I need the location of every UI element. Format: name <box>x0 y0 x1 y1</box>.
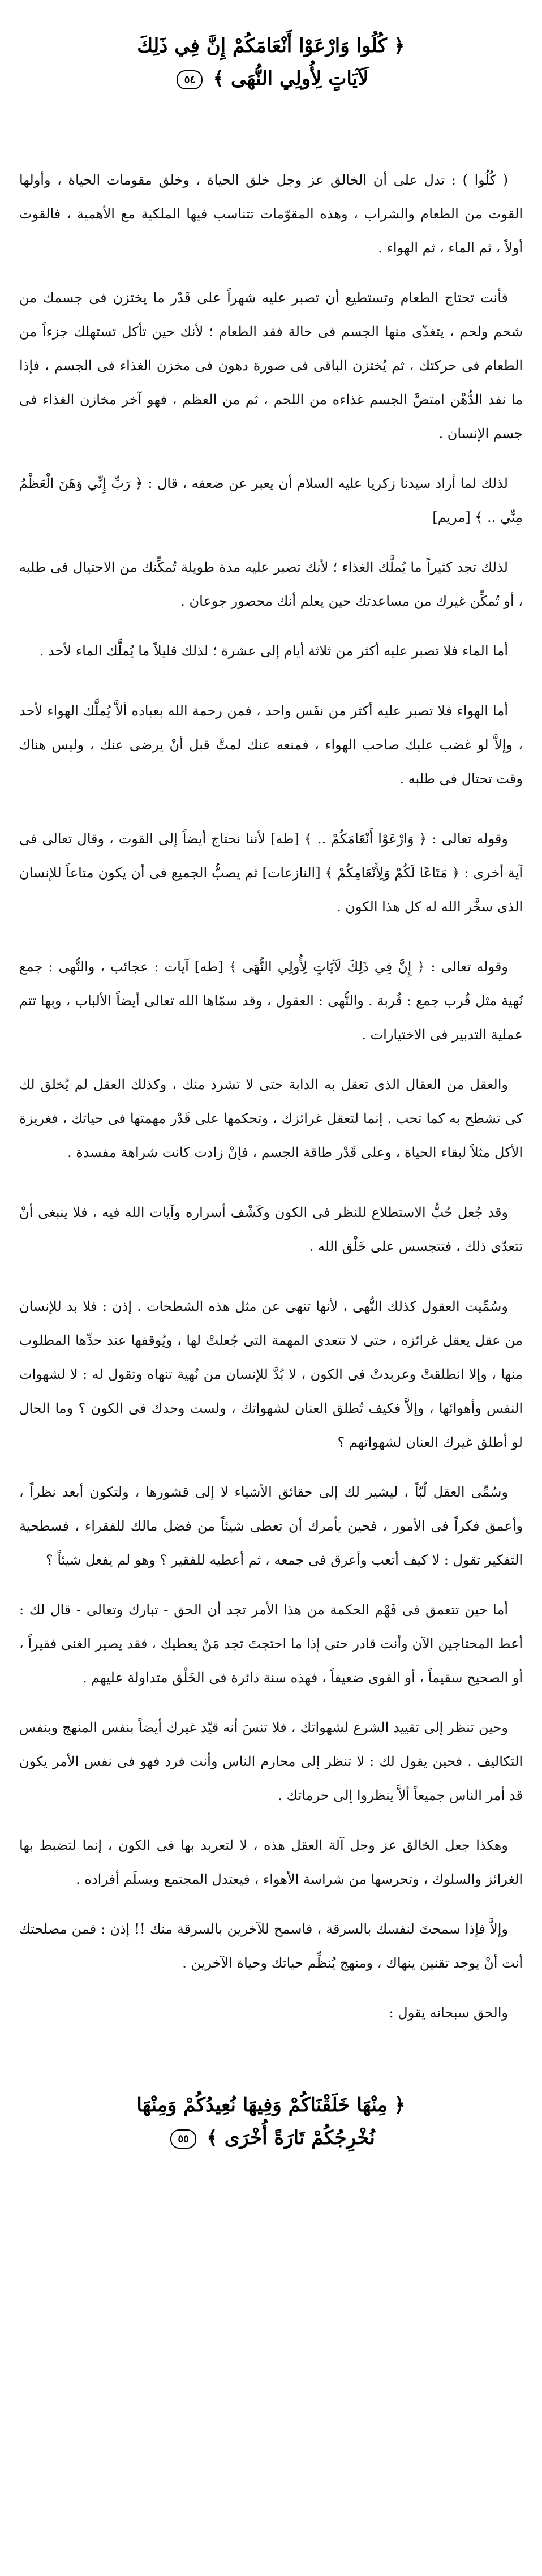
paragraph: فأنت تحتاج الطعام وتستطيع أن تصبر عليه شهراً على قَدْر ما يختزن فى جسمك من شحم ولحم ، يتغذّى منها الجسم فى حالة فقد الطعام ؛ لأنك حين تأكل تستهلك جزءاً من الطعام فى حركتك ، ثم يُختزن الباقى فى صورة دهون فى مخزن الغذاء فى الجسم ، فإذا ما نفد الدُّهْن امتصَّ الجسم غذاءه من اللحم ، ثم من العظم ، فهو آخر مخازن الغذاء فى جسم الإنسان . <box>19 290 523 442</box>
header-verse-number: ٥٤ <box>177 70 203 89</box>
footer-verse-line-2-wrap <box>42 2121 500 2154</box>
paragraph: لذلك تجد كثيراً ما يُملَّك الغذاء ؛ لأنك تصبر عليه مدة طويلة تُمكِّنك من الاحتيال فى طلبه ، أو تُمكِّن غيرك من مساعدتك حين يعلم أنك محصور جوعان . <box>19 559 523 609</box>
paragraph: وسُمِّى العقل لُبّاً ، ليشير لك إلى حقائق الأشياء لا إلى قشورها ، ولتكون أبعد نظراً ، وأعمق فكراً فى الأمور ، فحين يأمرك أن تعطى شيئاً من فضل مالك للفقراء ، فسطحية التفكير تقول : لا كيف أتعب وأعرق فى جمعه ، ثم أعطيه للفقير ؟ وهو لم يفعل شيئاً ؟ <box>19 1484 523 1568</box>
header-verse-line-2: لَآيَاتٍ لِأُولِي النُّهَى ﴾ <box>213 67 369 90</box>
paragraph: أما حين تتعمق فى فَهْم الحكمة من هذا الأمر تجد أن الحق - تبارك وتعالى - قال لك : أعط المحتاجين الآن وأنت قادر حتى إذا ما احتجتَ تجد مَنْ يعطيك ، فقد يصير الغنى فقيراً ، أو الصحيح سقيماً ، أو القوى ضعيفاً ، فهذه سنة دائرة فى الخَلْق متداولة عليهم . <box>19 1602 523 1686</box>
paragraph: وسُمِّيت العقول كذلك النُّهى ، لأنها تنهى عن مثل هذه الشطحات . إذن : فلا بد للإنسان من عقل يعقل غرائزه ، حتى لا تتعدى المهمة التى جُعلتْ لها ، ويُوقفها عند حدِّها المطلوب منها ، وإلا انطلقتْ وعربدتْ فى الكون ، لا بُدَّ للإنسان من نُهية تنهاه وتقول له : لا لشهوات النفس وأهوائها ، وإلاَّ فكيف تُطلق العنان لشهواتك ، ولست وحدك فى الكون ؟ وما الحال لو أطلق غيرك العنان لشهواتهم ؟ <box>19 1298 523 1450</box>
header-verse-line-2-wrap <box>42 62 500 95</box>
paragraph: لذلك لما أراد سيدنا زكريا عليه السلام أن يعبر عن ضعفه ، قال : ﴿ رَبِّ إِنِّي وَهَنَ الْعَظْمُ مِنِّي .. ﴾ [مريم] <box>19 475 523 525</box>
paragraph: والعقل من العقال الذى تعقل به الدابة حتى لا تشرد منك ، وكذلك العقل لم يُخلق لك كى تشطح به كما تحب . إنما لتعقل غرائزك ، وتحكمها على قَدْر مهمتها فى حياتك ، فغريزة الأكل مثلاً لبقاء الحياة ، وعلى قَدْر طاقة الجسم ، فإنْ زادت كانت شراهة مفسدة . <box>19 1077 523 1160</box>
paragraph: وقد جُعل حُبُّ الاستطلاع للنظر فى الكون وكَشْف أسراره وآيات الله فيه ، فلا ينبغى أنْ تتعدّى ذلك ، فتتجسس على خَلْق الله . <box>19 1205 523 1254</box>
paragraph: وهكذا جعل الخالق عز وجل آلة العقل هذه ، لا لتعربد بها فى الكون ، إنما لتضبط بها الغرائز والسلوك ، وتحرسها من شراسة الأهواء ، فيعتدل المجتمع ويسلَم أفراده . <box>19 1837 523 1887</box>
footer-verse-line-2: نُخْرِجُكُمْ تَارَةً أُخْرَى ﴾ <box>206 2127 375 2149</box>
paragraph: وقوله تعالى : ﴿ إِنَّ فِي ذَلِكَ لَآيَاتٍ لِأُولِي النُّهَى ﴾ [طه] آيات : عجائب ، والنُّهى : جمع نُهية مثل قُرب جمع : قُربة . والنُّهى : العقول ، وقد سمّاها الله تعالى أيضاً الألباب ، وبها تتم عملية التدبير فى الاختيارات . <box>19 959 523 1043</box>
paragraph: أما الهواء فلا تصبر عليه أكثر من نفَس واحد ، فمن رحمة الله بعباده ألاَّ يُملَّك الهواء لأحد ، وإلاَّ لو غضب عليك صاحب الهواء ، فمنعه عنك لمتَّ قبل أنْ يرضى عنك ، وليس هناك وقت تحتال فى طلبه . <box>19 703 523 787</box>
footer-verse-number: ٥٥ <box>170 2129 196 2149</box>
paragraph: أما الماء فلا تصبر عليه أكثر من ثلاثة أيام إلى عشرة ؛ لذلك قليلاً ما يُملَّك الماء لأحد . <box>39 643 508 659</box>
paragraph: والحق سبحانه يقول : <box>389 2005 508 2021</box>
footer-verse-banner <box>19 2069 523 2194</box>
paragraph: وإلاَّ فإذا سمحتَ لنفسك بالسرقة ، فاسمح للآخرين بالسرقة منك !! إذن : فمن مصلحتك أنت أنْ يوجد تقنين ينهاك ، ومنهج يُنظِّم حياتك وحياة الآخرين . <box>19 1921 523 1971</box>
footer-verse-line-1: ﴿ مِنْهَا خَلَقْنَاكُمْ وَفِيهَا نُعِيدُكُمْ وَمِنْهَا <box>136 2094 406 2116</box>
paragraph: وحين تنظر إلى تقييد الشرع لشهواتك ، فلا تنسَ أنه قيّد غيرك أيضاً بنفس المنهج وبنفس التكاليف . فحين يقول لك : لا تنظر إلى محارم الناس وأنت فرد فهو فى نفس الأمر يكون قد أمر الناس جميعاً ألاَّ ينظروا إلى حرماتك . <box>19 1720 523 1803</box>
header-verse-line-1: ﴿ كُلُوا وَارْعَوْا أَنْعَامَكُمْ إِنَّ فِي ذَلِكَ <box>137 35 405 57</box>
commentary-body <box>19 163 523 2030</box>
paragraph: وقوله تعالى : ﴿ وَارْعَوْا أَنْعَامَكُمْ .. ﴾ [طه] لأننا نحتاج أيضاً إلى القوت ، وقال تعالى فى آية أخرى : ﴿ مَتَاعًا لَكُمْ وَلِأَنْعَامِكُمْ ﴾ [النازعات] ثم يصبُّ الجميع فى أن يكون متاعاً للإنسان الذى سخَّر الله له كل هذا الكون . <box>19 831 523 915</box>
header-verse-banner <box>19 14 523 144</box>
paragraph: ( كُلُوا ) : تدل على أن الخالق عز وجل خلق الحياة ، وخلق مقومات الحياة ، وأولها القوت من الطعام والشراب ، وهذه المقوّمات تتناسب فيها الملكية مع الأهمية ، فالقوت أولاً ، ثم الماء ، ثم الهواء . <box>19 172 523 256</box>
